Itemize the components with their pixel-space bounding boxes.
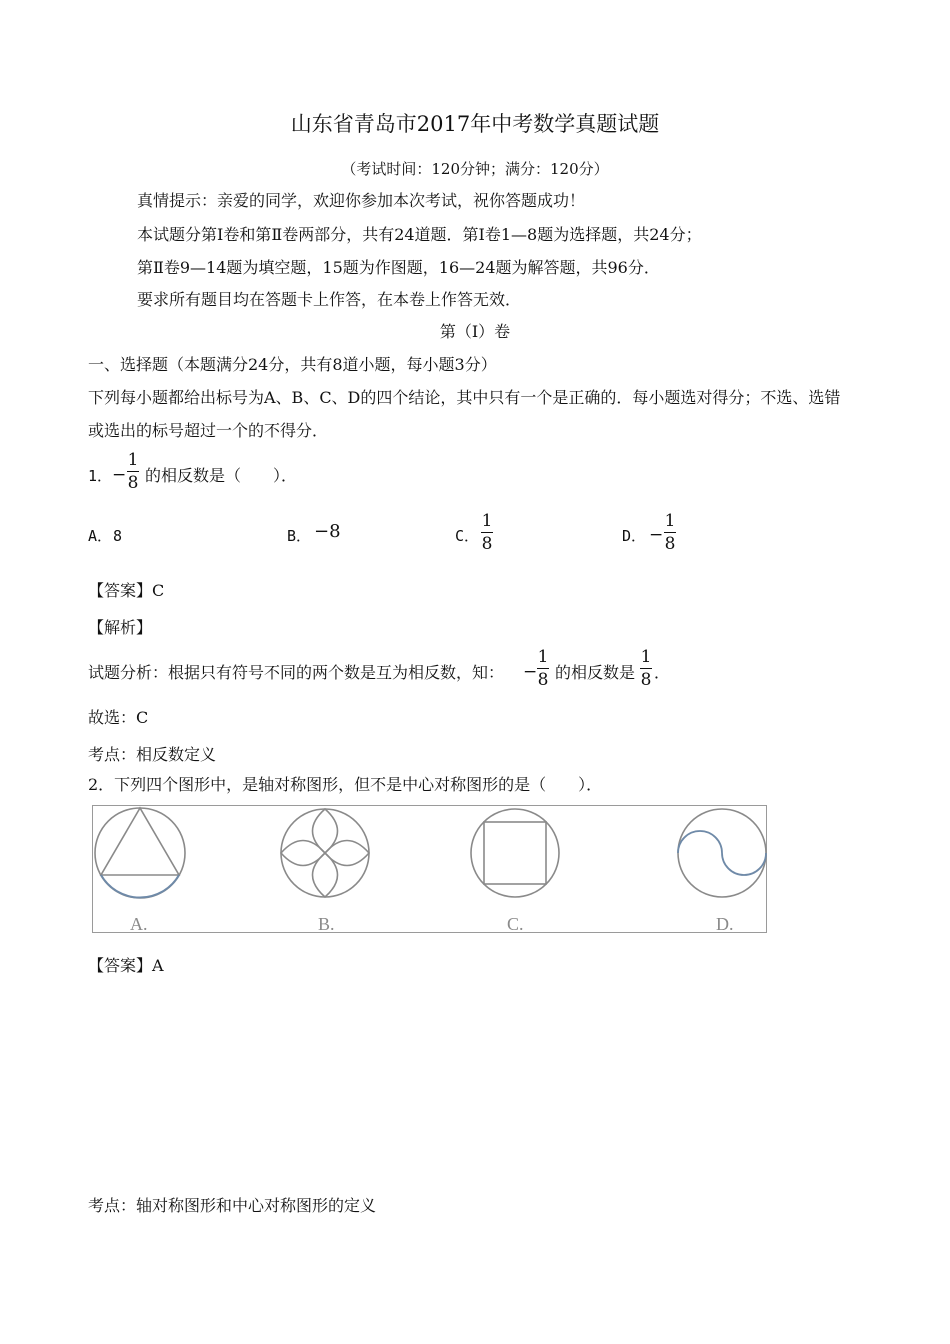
- note-line: 要求所有题目均在答题卡上作答，在本卷上作答无效．: [137, 290, 522, 309]
- fraction-denominator: 8: [481, 534, 493, 554]
- option-d-minus: −: [649, 525, 664, 545]
- q1-analysis-heading: 【解析】: [88, 618, 153, 637]
- figure-label-a: A.: [130, 914, 148, 934]
- section-heading: 一、选择题（本题满分24分，共有8道小题，每小题3分）: [88, 355, 497, 374]
- option-b-label: B．: [287, 527, 312, 545]
- q1-knowledge: 考点：相反数定义: [88, 745, 217, 764]
- fraction-denominator: 8: [664, 534, 676, 554]
- figure-a-triangle-in-circle: [95, 808, 185, 898]
- figure-label-c: C.: [507, 914, 524, 934]
- q1-analysis-text: 试题分析：根据只有符号不同的两个数是互为相反数，知：: [88, 663, 505, 682]
- fraction-denominator: 8: [640, 670, 652, 690]
- fraction-numerator: 1: [127, 450, 139, 470]
- figure-b-petals-in-circle: [281, 809, 369, 897]
- q1-analysis-end: ．: [654, 663, 671, 682]
- option-c-label: C．: [455, 527, 480, 545]
- figure-c-square-in-circle: [471, 809, 559, 897]
- option-b-value: −8: [314, 521, 341, 542]
- q2-knowledge: 考点：轴对称图形和中心对称图形的定义: [88, 1196, 377, 1215]
- figure-label-b: B.: [318, 914, 335, 934]
- fraction-denominator: 8: [127, 473, 139, 493]
- section-instructions: 下列每小题都给出标号为A、B、C、D的四个结论，其中只有一个是正确的．每小题选对得分；不选、选错: [88, 388, 841, 407]
- fraction-numerator: 1: [481, 511, 493, 531]
- analysis-minus: −: [523, 662, 538, 682]
- q1-conclusion: 故选：C: [88, 708, 149, 727]
- fraction-denominator: 8: [537, 670, 549, 690]
- page-title: 山东省青岛市2017年中考数学真题试题: [290, 112, 660, 136]
- option-a-label: A．: [88, 527, 113, 545]
- fraction-numerator: 1: [640, 647, 652, 667]
- q1-analysis-mid: 的相反数是: [555, 663, 636, 682]
- exam-info: （考试时间：120分钟；满分：120分）: [341, 160, 609, 178]
- q2-stem: 2．下列四个图形中，是轴对称图形，但不是中心对称图形的是（ ）．: [88, 775, 603, 794]
- option-d-label: D．: [622, 527, 647, 545]
- volume-heading: 第（Ⅰ）卷: [439, 322, 511, 341]
- figure-d-s-curve-in-circle: [678, 809, 766, 897]
- q1-number: 1．: [88, 467, 113, 485]
- figure-label-d: D.: [716, 914, 734, 934]
- fraction-numerator: 1: [664, 511, 676, 531]
- q2-answer: 【答案】A: [88, 956, 164, 975]
- note-line: 本试题分第Ⅰ卷和第Ⅱ卷两部分，共有24道题．第Ⅰ卷1—8题为选择题，共24分；: [137, 225, 702, 244]
- q1-answer: 【答案】C: [88, 581, 165, 600]
- note-line: 第Ⅱ卷9—14题为填空题，15题为作图题，16—24题为解答题，共96分．: [137, 258, 660, 277]
- fraction-numerator: 1: [537, 647, 549, 667]
- note-line: 真情提示：亲爱的同学，欢迎你参加本次考试，祝你答题成功！: [137, 191, 586, 210]
- q1-minus-sign: −: [112, 465, 127, 485]
- q1-stem: 的相反数是（ ）．: [145, 466, 298, 485]
- option-a-value: 8: [113, 527, 123, 545]
- section-instructions: 或选出的标号超过一个的不得分．: [88, 421, 329, 440]
